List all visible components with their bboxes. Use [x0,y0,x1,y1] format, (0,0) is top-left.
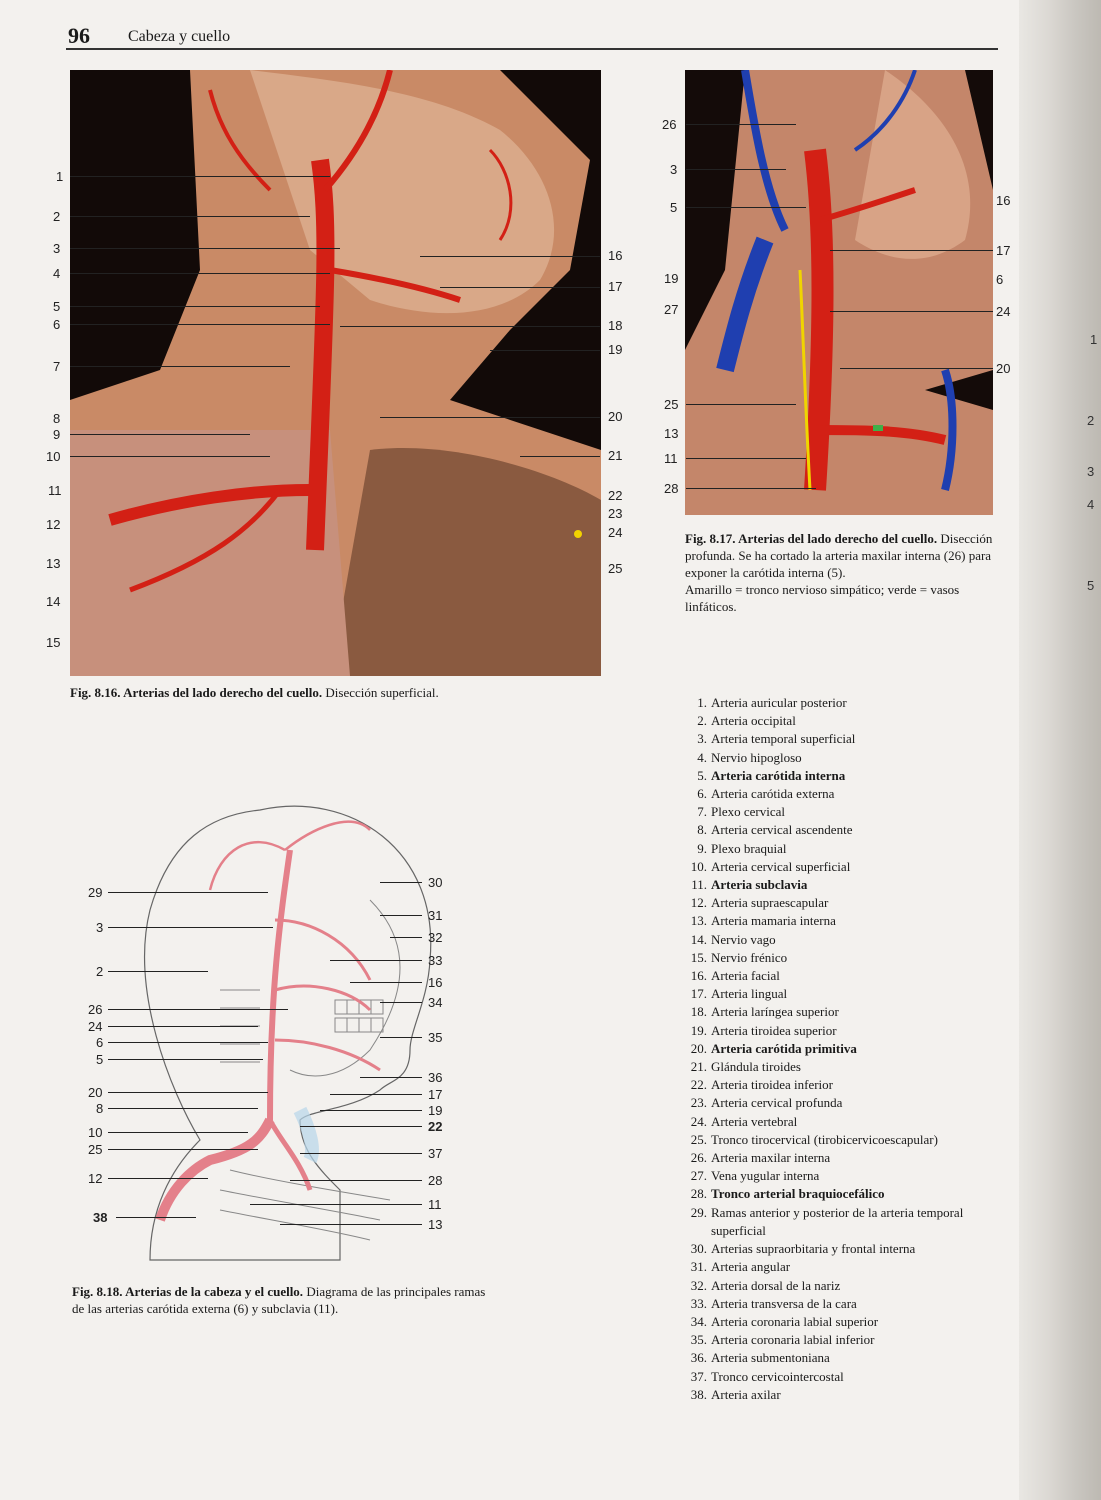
leader-line [70,324,330,325]
fig18-caption-text: Diagrama de las principales ramas de las arterias carótida externa (6) y subclavia (11). [72,1284,486,1316]
legend-item [683,1094,1003,1112]
legend-item [683,1149,1003,1167]
legend-item [683,1058,1003,1076]
legend-item-number: 4. [697,749,707,765]
leader-line [440,287,600,288]
fig18-label-2: 2 [96,964,104,979]
legend-item-text: Plexo cervical [711,804,785,820]
leader-line [300,1126,422,1127]
legend-item-text: Plexo braquial [711,840,787,856]
leader-line [490,350,600,351]
leader-line [390,937,422,938]
fig17-caption-color-key: Amarillo = tronco nervioso simpático; verde = vasos linfáticos. [685,582,960,614]
fig16-label-25: 25 [608,561,623,576]
legend-item [683,858,1003,876]
legend-item [683,1331,1003,1349]
fig17-label-20: 20 [996,361,1011,376]
fig17-caption [685,530,993,615]
legend-item-text: Arteria cervical profunda [711,1095,843,1111]
legend-item-text: Arteria coronaria labial inferior [711,1332,875,1348]
fig16-label-22: 22 [608,488,623,503]
fig16-label-23: 23 [608,506,623,521]
legend-item [683,694,1003,712]
leader-line [420,256,600,257]
legend-item [683,1076,1003,1094]
fig16-label-3: 3 [53,241,61,256]
fig16-label-15: 15 [46,635,61,650]
legend-item-text: Arteria vertebral [711,1113,798,1129]
legend-item-text: Arteria laríngea superior [711,1004,839,1020]
legend-item-number: 9. [697,840,707,856]
fig17-label-28: 28 [664,481,679,496]
legend-item-text: Arteria coronaria labial superior [711,1313,879,1329]
fig16-label-24: 24 [608,525,623,540]
legend-item-text: Arteria angular [711,1259,791,1275]
fig16-label-2: 2 [53,209,61,224]
next-page-number: 5 [1087,578,1095,593]
fig16-label-10: 10 [46,449,61,464]
fig17-caption-text: Disección profunda. Se ha cortado la arteria maxilar interna (26) para exponer la carótida interna (5). [685,531,993,580]
legend-item-number: 7. [697,804,707,820]
leader-line [686,404,796,405]
next-page-number: 4 [1087,497,1095,512]
legend-item-number: 2. [697,713,707,729]
fig16-label-12: 12 [46,517,61,532]
legend-item [683,894,1003,912]
legend-item-number: 33. [690,1295,707,1311]
fig17-label-11: 11 [664,451,678,466]
fig16-label-13: 13 [46,556,61,571]
legend-item-number: 22. [690,1077,707,1093]
fig18-label-28: 28 [428,1173,443,1188]
legend-item-number: 31. [690,1259,707,1275]
leader-line [830,311,993,312]
legend-item-text: Tronco tirocervical (tirobicervicoescapular) [711,1131,938,1147]
leader-line [686,488,816,489]
leader-line [108,1026,258,1027]
legend-item [683,1349,1003,1367]
leader-line [108,1149,258,1150]
legend-item-text: Arteria carótida interna [711,767,846,783]
legend-item [683,1204,1003,1240]
leader-line [70,216,310,217]
fig16-label-21: 21 [608,448,623,463]
legend-item-text: Vena yugular interna [711,1168,820,1184]
leader-line [350,982,422,983]
leader-line [108,971,208,972]
leader-line [330,960,422,961]
fig16-caption-text: Disección superficial. [322,685,439,700]
leader-line [380,1037,422,1038]
leader-line [340,326,600,327]
legend-item [683,1240,1003,1258]
leader-line [108,1108,258,1109]
leader-line [686,169,786,170]
legend-item-text: Arteria maxilar interna [711,1150,831,1166]
fig18-label-16: 16 [428,975,443,990]
legend-item-number: 38. [690,1386,707,1402]
legend-item-text: Nervio hipogloso [711,749,802,765]
legend-item [683,912,1003,930]
legend-item [683,730,1003,748]
fig18-label-6: 6 [96,1035,104,1050]
leader-line [830,250,993,251]
leader-line [360,1077,422,1078]
header-rule [66,48,998,50]
leader-line [70,366,290,367]
page-number: 96 [68,23,90,48]
leader-line [686,207,806,208]
legend-item-number: 28. [690,1186,707,1202]
leader-line [70,176,330,177]
page-gutter [1019,0,1101,1500]
fig17-label-19: 19 [664,271,679,286]
fig17-label-3: 3 [670,162,678,177]
leader-line [380,882,422,883]
legend-item-text: Arteria submentoniana [711,1350,830,1366]
legend-item-text: Glándula tiroides [711,1059,801,1075]
leader-line [108,1178,208,1179]
fig16-label-20: 20 [608,409,623,424]
legend-item [683,949,1003,967]
fig16-label-6: 6 [53,317,61,332]
legend-item-number: 30. [690,1241,707,1257]
fig18-label-29: 29 [88,885,103,900]
fig17-label-27: 27 [664,302,679,317]
fig17-label-26: 26 [662,117,677,132]
fig16-label-11: 11 [48,483,62,498]
fig17-label-17: 17 [996,243,1011,258]
fig17-caption-title: Fig. 8.17. Arterias del lado derecho del cuello. [685,531,938,546]
legend-item-text: Arteria transversa de la cara [711,1295,857,1311]
fig18-label-12: 12 [88,1171,103,1186]
legend-item [683,931,1003,949]
fig16-label-5: 5 [53,299,61,314]
legend-item-text: Arteria tiroidea inferior [711,1077,833,1093]
fig16-label-1: 1 [56,169,64,184]
leader-line [108,1042,268,1043]
legend-item-text: Arteria subclavia [711,877,808,893]
legend-item-text: Arteria carótida primitiva [711,1040,857,1056]
legend-item-text: Nervio frénico [711,949,788,965]
fig16-label-16: 16 [608,248,623,263]
legend-item-number: 10. [690,858,707,874]
legend-item-number: 5. [697,767,707,783]
leader-line [320,1110,422,1111]
legend-item-number: 36. [690,1350,707,1366]
legend-item-number: 17. [690,986,707,1002]
leader-line [116,1217,196,1218]
legend-item-number: 12. [690,895,707,911]
legend-item-text: Ramas anterior y posterior de la arteria temporal superficial [711,1204,964,1238]
leader-line [380,1002,422,1003]
fig16-label-18: 18 [608,318,623,333]
leader-line [108,1132,248,1133]
legend-item-number: 15. [690,949,707,965]
legend-item-number: 6. [697,786,707,802]
fig18-label-25: 25 [88,1142,103,1157]
fig16-caption-title: Fig. 8.16. Arterias del lado derecho del cuello. [70,685,323,700]
leader-line [330,1094,422,1095]
leader-line [70,434,250,435]
fig17-label-24: 24 [996,304,1011,319]
legend-item-text: Arteria dorsal de la nariz [711,1277,841,1293]
legend-item-number: 8. [697,822,707,838]
leader-line [108,892,268,893]
legend-item [683,821,1003,839]
legend-item-number: 11. [691,877,707,893]
fig17-dissection-photo [685,70,993,515]
fig18-label-24: 24 [88,1019,103,1034]
leader-line [70,456,270,457]
fig18-label-11: 11 [428,1197,442,1212]
legend-item [683,1185,1003,1203]
legend-item-text: Arteria tiroidea superior [711,1022,837,1038]
legend-item-number: 32. [690,1277,707,1293]
next-page-number: 2 [1087,413,1095,428]
fig18-caption-title: Fig. 8.18. Arterias de la cabeza y el cuello. [72,1284,304,1299]
fig18-label-20: 20 [88,1085,103,1100]
leader-line [70,273,330,274]
fig18-label-8: 8 [96,1101,104,1116]
legend-item-number: 27. [690,1168,707,1184]
fig18-label-33: 33 [428,953,443,968]
legend-item-number: 16. [690,968,707,984]
legend-item-number: 26. [690,1150,707,1166]
leader-line [70,306,320,307]
legend-item-number: 3. [697,731,707,747]
leader-line [280,1224,422,1225]
fig18-label-19: 19 [428,1103,443,1118]
legend-item [683,1167,1003,1185]
legend-item [683,1277,1003,1295]
legend-item [683,840,1003,858]
fig18-label-30: 30 [428,875,443,890]
leader-line [300,1153,422,1154]
fig16-label-8: 8 [53,411,61,426]
fig18-label-17: 17 [428,1087,443,1102]
legend-item [683,1113,1003,1131]
legend-item-number: 18. [690,1004,707,1020]
legend-item-text: Arteria axilar [711,1386,781,1402]
fig18-label-32: 32 [428,930,443,945]
fig18-label-34: 34 [428,995,443,1010]
legend-item [683,712,1003,730]
leader-line [380,915,422,916]
legend-item-text: Arteria auricular posterior [711,695,847,710]
fig17-label-25: 25 [664,397,679,412]
legend-item [683,1368,1003,1386]
legend-item-number: 1. [697,695,707,710]
fig16-label-19: 19 [608,342,623,357]
fig18-label-35: 35 [428,1030,443,1045]
fig18-label-3: 3 [96,920,104,935]
legend-item-text: Arteria cervical superficial [711,858,851,874]
fig18-caption [72,1283,492,1317]
leader-line [70,248,340,249]
legend-item-number: 37. [690,1368,707,1384]
legend-item-number: 19. [690,1022,707,1038]
legend-item-number: 21. [690,1059,707,1075]
fig18-label-38: 38 [93,1210,108,1225]
legend-item-number: 34. [690,1313,707,1329]
fig16-caption [70,684,590,701]
running-head: Cabeza y cuello [128,28,231,45]
fig16-label-17: 17 [608,279,623,294]
fig17-label-13: 13 [664,426,679,441]
legend-item [683,1295,1003,1313]
fig18-label-26: 26 [88,1002,103,1017]
fig16-label-4: 4 [53,266,61,281]
leader-line [686,124,796,125]
leader-line [840,368,993,369]
legend-item-number: 35. [690,1332,707,1348]
legend-item-text: Arteria temporal superficial [711,731,856,747]
leader-line [108,927,273,928]
fig18-label-22: 22 [428,1119,443,1134]
fig17-label-6: 6 [996,272,1004,287]
legend-item [683,803,1003,821]
legend-item [683,1131,1003,1149]
leader-line [108,1009,288,1010]
legend-item-number: 20. [690,1040,707,1056]
legend-item-number: 23. [690,1095,707,1111]
legend-item-number: 14. [690,931,707,947]
legend-item-text: Arteria cervical ascendente [711,822,853,838]
leader-line [108,1059,263,1060]
leader-line [520,456,600,457]
legend-item [683,785,1003,803]
leader-line [380,417,600,418]
legend-item-text: Arteria lingual [711,986,788,1002]
fig17-label-5: 5 [670,200,678,215]
legend-item [683,1386,1003,1404]
fig18-arteries-diagram [110,790,450,1270]
fig16-label-7: 7 [53,359,61,374]
fig18-label-36: 36 [428,1070,443,1085]
fig18-label-13: 13 [428,1217,443,1232]
fig18-label-31: 31 [428,908,443,923]
legend-item-text: Tronco arterial braquiocefálico [711,1186,885,1202]
leader-line [290,1180,422,1181]
fig18-label-37: 37 [428,1146,443,1161]
fig17-label-16: 16 [996,193,1011,208]
legend-item [683,1313,1003,1331]
leader-line [108,1092,268,1093]
legend-item-text: Tronco cervicointercostal [711,1368,844,1384]
legend-item [683,967,1003,985]
fig18-label-5: 5 [96,1052,104,1067]
legend-item-number: 24. [690,1113,707,1129]
legend-item-text: Arteria mamaria interna [711,913,836,929]
next-page-number: 1 [1090,332,1098,347]
fig16-label-9: 9 [53,427,61,442]
legend-item-text: Arteria facial [711,968,780,984]
fig18-label-10: 10 [88,1125,103,1140]
legend-item [683,749,1003,767]
legend-item-text: Arteria supraescapular [711,895,829,911]
legend-item [683,1003,1003,1021]
legend-item [683,1258,1003,1276]
legend-item-text: Arterias supraorbitaria y frontal interna [711,1241,916,1257]
fig16-label-14: 14 [46,594,61,609]
legend-item-number: 13. [690,913,707,929]
leader-line [250,1204,422,1205]
next-page-number: 3 [1087,464,1095,479]
legend-item-number: 29. [690,1204,707,1220]
legend-item [683,1022,1003,1040]
legend-item-text: Arteria occipital [711,713,796,729]
legend-item [683,985,1003,1003]
legend-item [683,876,1003,894]
legend-item-number: 25. [690,1131,707,1147]
legend-item [683,1040,1003,1058]
leader-line [686,458,806,459]
fig16-dissection-photo [70,70,601,676]
structure-legend [683,694,1003,1404]
legend-item-text: Arteria carótida externa [711,786,835,802]
legend-item [683,767,1003,785]
legend-item-text: Nervio vago [711,931,776,947]
